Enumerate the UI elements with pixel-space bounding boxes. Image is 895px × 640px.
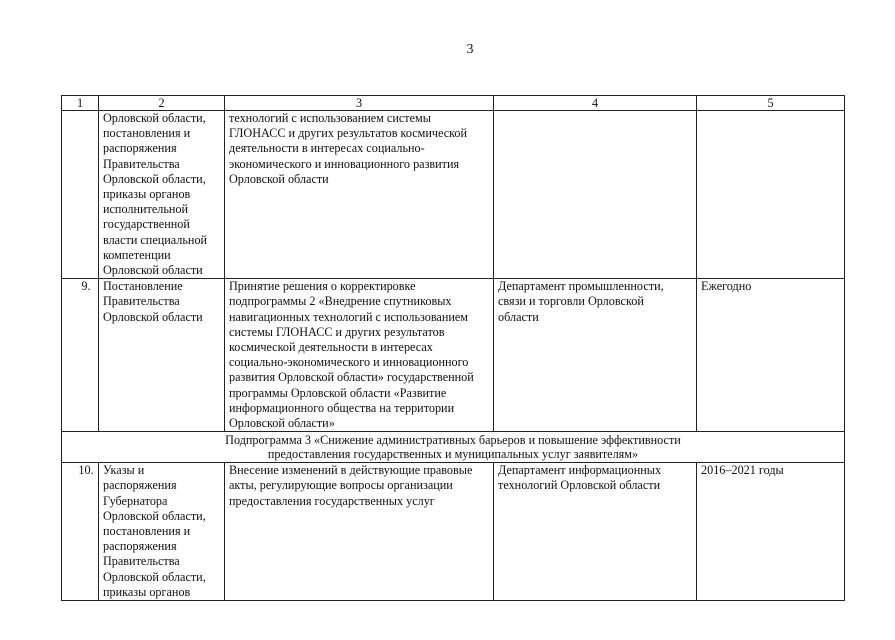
section-row <box>62 432 845 463</box>
page-number: 3 <box>466 42 474 57</box>
legal-acts-cell: Указы и распоряжения Губернатора Орловской области, постановления и распоряжения Правительства Орловской области, приказы органов <box>99 463 225 601</box>
measure-content-cell: технологий с использованием системы ГЛОНАСС и других результатов космической деятельности в интересах социально- экономического и инновационного развития Орловской области <box>225 111 494 279</box>
header-col-5: 5 <box>697 96 845 111</box>
legal-acts-cell: Постановление Правительства Орловской области <box>99 279 225 432</box>
header-col-1: 1 <box>62 96 99 111</box>
executor-cell: Департамент информационных технологий Орловской области <box>494 463 697 601</box>
executor-cell <box>494 111 697 279</box>
table-row <box>62 111 845 279</box>
measure-content-cell: Внесение изменений в действующие правовые акты, регулирующие вопросы организации предоставления государственных услуг <box>225 463 494 601</box>
row-number: 10. <box>62 463 99 601</box>
subprogram-title: Подпрограмма 3 «Снижение административных барьеров и повышение эффективности предоставления государственных и муниципальных услуг заявителям» <box>62 432 845 463</box>
header-col-3: 3 <box>225 96 494 111</box>
measures-table <box>61 95 845 601</box>
row-number <box>62 111 99 279</box>
header-col-2: 2 <box>99 96 225 111</box>
executor-cell: Департамент промышленности, связи и торговли Орловской области <box>494 279 697 432</box>
measure-content-cell: Принятие решения о корректировке подпрограммы 2 «Внедрение спутниковых навигационных технологий с использованием системы ГЛОНАСС и других результатов космической деятельности в интересах социально-экономического и инновационного развития Орловской области» государственной программы Орловской области «Развитие информационного общества на территории Орловской области» <box>225 279 494 432</box>
table-header-row <box>62 96 845 111</box>
table-row <box>62 279 845 432</box>
header-col-4: 4 <box>494 96 697 111</box>
term-cell: 2016–2021 годы <box>697 463 845 601</box>
term-cell: Ежегодно <box>697 279 845 432</box>
term-cell <box>697 111 845 279</box>
legal-acts-cell: Орловской области, постановления и распоряжения Правительства Орловской области, приказы органов исполнительной государственной власти специальной компетенции Орловской области <box>99 111 225 279</box>
table-row <box>62 463 845 601</box>
row-number: 9. <box>62 279 99 432</box>
